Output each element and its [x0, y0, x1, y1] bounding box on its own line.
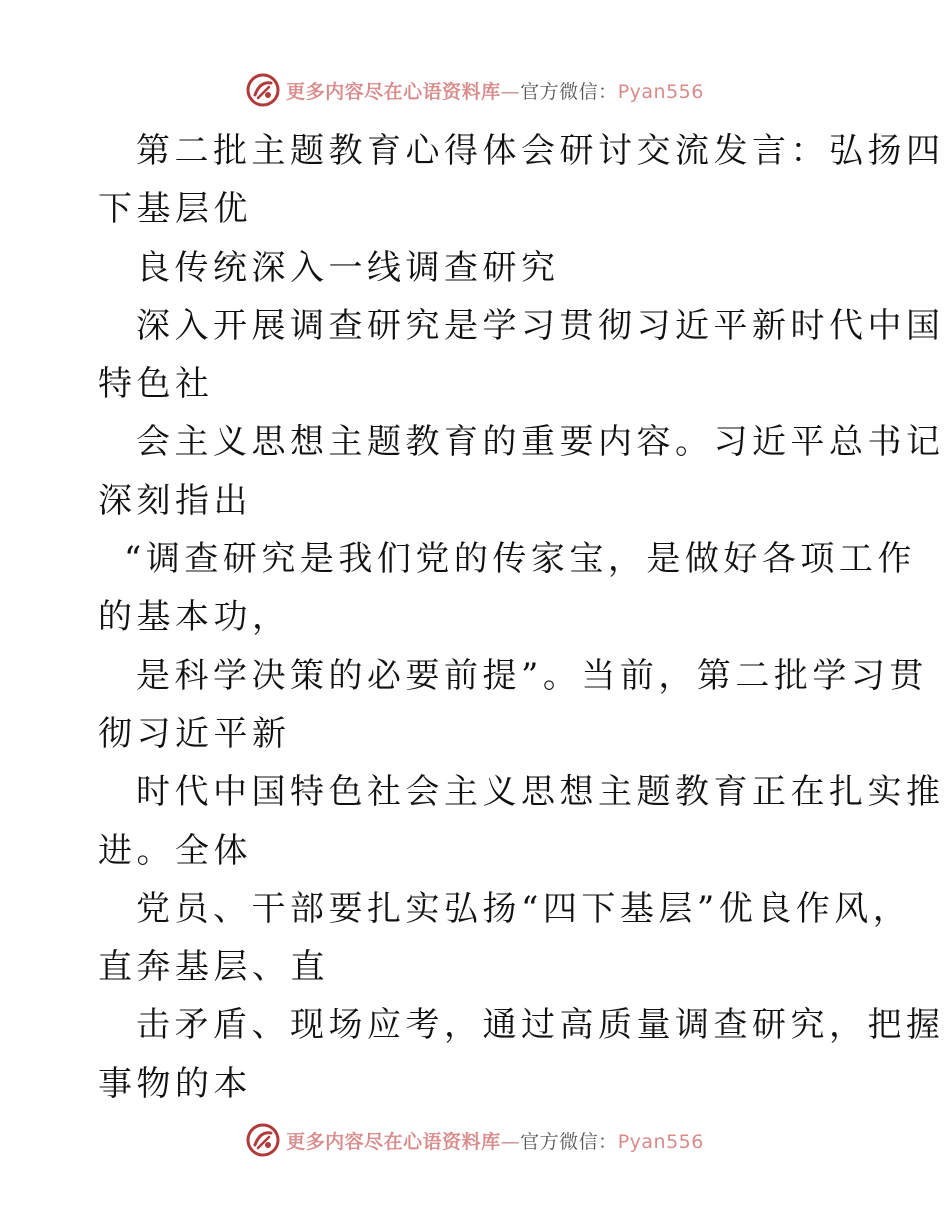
red-seal-logo-icon [246, 1123, 280, 1157]
header-wechat-id: Pyan556 [617, 80, 704, 103]
footer-banner [0, 1120, 950, 1160]
footer-wechat-id: Pyan556 [617, 1130, 704, 1153]
footer-wechat-label: 官方微信： [520, 1130, 618, 1153]
text-line: 第二批主题教育心得体会研讨交流发言：弘扬四 [136, 131, 945, 171]
document-body [98, 122, 945, 1113]
text-line: 事物的本 [98, 1063, 252, 1104]
text-line: 深刻指出 [98, 480, 252, 521]
text-line: 下基层优 [98, 189, 252, 230]
header-wechat-label: 官方微信： [520, 80, 618, 103]
text-line: 彻习近平新 [98, 713, 291, 754]
footer-banner-text [286, 1127, 704, 1154]
text-line: 直奔基层、直 [98, 947, 329, 988]
text-line: 的基本功， [98, 597, 291, 638]
text-line: 深入开展调查研究是学习贯彻习近平新时代中国 [136, 305, 945, 346]
header-banner [0, 70, 950, 110]
header-dash: — [500, 80, 521, 103]
text-line: 特色社 [98, 364, 214, 405]
header-banner-text [286, 77, 704, 104]
footer-site-text: 更多内容尽在心语资料库 [286, 1130, 501, 1153]
text-line: 会主义思想主题教育的重要内容。习近平总书记 [136, 422, 945, 463]
text-line: 时代中国特色社会主义思想主题教育正在扎实推 [136, 772, 945, 813]
footer-dash: — [500, 1130, 521, 1153]
text-line: 是科学决策的必要前提”。当前，第二批学习贯 [136, 655, 928, 696]
text-line: 良传统深入一线调查研究 [136, 247, 560, 288]
text-line: “调查研究是我们党的传家宝，是做好各项工作 [124, 539, 916, 580]
text-line: 党员、干部要扎实弘扬“四下基层”优良作风， [136, 888, 912, 929]
header-site-text: 更多内容尽在心语资料库 [286, 80, 501, 103]
text-line: 击矛盾、现场应考，通过高质量调查研究，把握 [136, 1005, 945, 1046]
red-seal-logo-icon [246, 73, 280, 107]
text-line: 进。全体 [98, 830, 252, 871]
